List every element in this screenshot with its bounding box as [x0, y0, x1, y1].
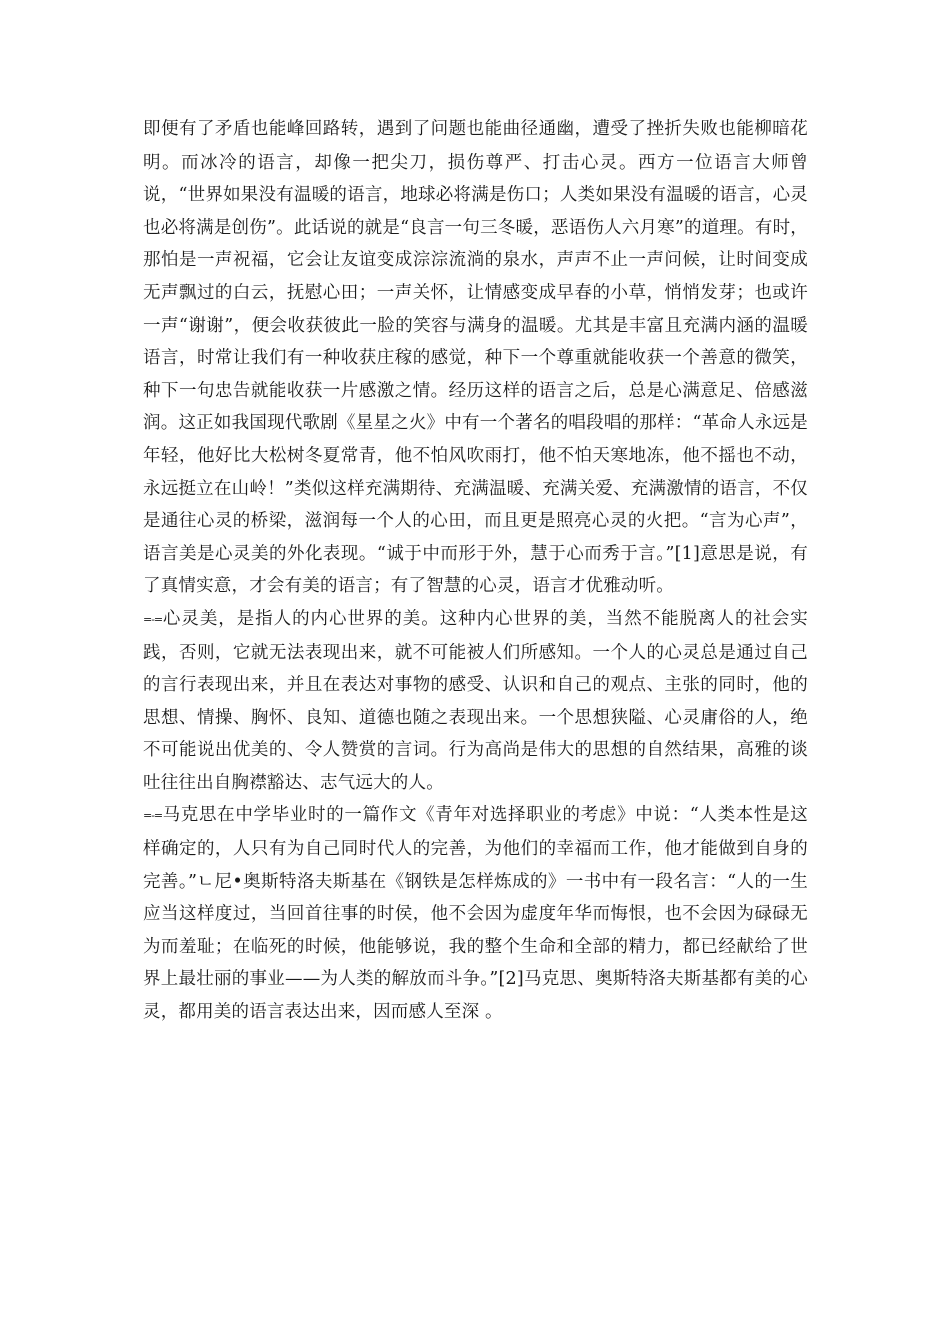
paragraph-1: [143, 113, 808, 603]
paragraph-marker: =-=: [143, 612, 163, 626]
paragraph-text: 即便有了矛盾也能峰回路转，遇到了问题也能曲径通幽，遭受了挫折失败也能柳暗花明。而冰冷的语言，却像一把尖刀，损伤尊严、打击心灵。西方一位语言大师曾说，“世界如果没有温暖的语言，地球必将满是伤口；人类如果没有温暖的语言，心灵也必将满是创伤”。此话说的就是“良言一句三冬暖，恶语伤人六月寒”的道理。有时，那怕是一声祝福，它会让友谊变成淙淙流淌的泉水，声声不止一声问候，让时间变成无声飘过的白云，抚慰心田；一声关怀，让情感变成早春的小草，悄悄发芽；也或许一声“谢谢”，便会收获彼此一脸的笑容与满身的温暖。尤其是丰富且充满内涵的温暖语言，时常让我们有一种收获庄稼的感觉，种下一个尊重就能收获一个善意的微笑，种下一句忠告就能收获一片感激之情。经历这样的语言之后，总是心满意足、倍感滋润。这正如我国现代歌剧《星星之火》中有一个著名的唱段唱的那样：“革命人永远是年轻，他好比大松树冬夏常青，他不怕风吹雨打，他不怕天寒地冻，他不摇也不动，永远挺立在山岭！”类似这样充满期待、充满温暖、充满关爱、充满激情的语言，不仅是通往心灵的桥梁，滋润每一个人的心田，而且更是照亮心灵的火把。“言为心声”，语言美是心灵美的外化表现。“诚于中而形于外，慧于心而秀于言。”[1]意思是说，有了真情实意，才会有美的语言；有了智慧的心灵，语言才优雅动听。: [143, 119, 808, 597]
document-body: [143, 113, 808, 1029]
paragraph-marker: =-=: [143, 809, 163, 823]
paragraph-text: 心灵美，是指人的内心世界的美。这种内心世界的美，当然不能脱离人的社会实践，否则，它就无法表现出来，就不可能被人们所感知。一个人的心灵总是通过自己的言行表现出来，并且在表达对事物的感受、认识和自己的观点、主张的同时，他的思想、情操、胸怀、良知、道德也随之表现出来。一个思想狭隘、心灵庸俗的人，绝不可能说出优美的、令人赞赏的言词。行为高尚是伟大的思想的自然结果，高雅的谈吐往往出自胸襟豁达、志气远大的人。: [143, 608, 808, 793]
paragraph-3: [143, 799, 808, 1028]
paragraph-text: 马克思在中学毕业时的一篇作文《青年对选择职业的考虑》中说：“人类本性是这样确定的，人只有为自己同时代人的完善，为他们的幸福而工作，他才能做到自身的完善。”ㄴ尼•奥斯特洛夫斯基在《钢铁是怎样炼成的》一书中有一段名言：“人的一生应当这样度过，当回首往事的时侯，他不会因为虚度年华而悔恨，也不会因为碌碌无为而羞耻；在临死的时候，他能够说，我的整个生命和全部的精力，都已经献给了世界上最壮丽的事业——为人类的解放而斗争。”[2]马克思、奥斯特洛夫斯基都有美的心灵，都用美的语言表达出来，因而感人至深 。: [143, 805, 808, 1023]
paragraph-2: [143, 603, 808, 800]
